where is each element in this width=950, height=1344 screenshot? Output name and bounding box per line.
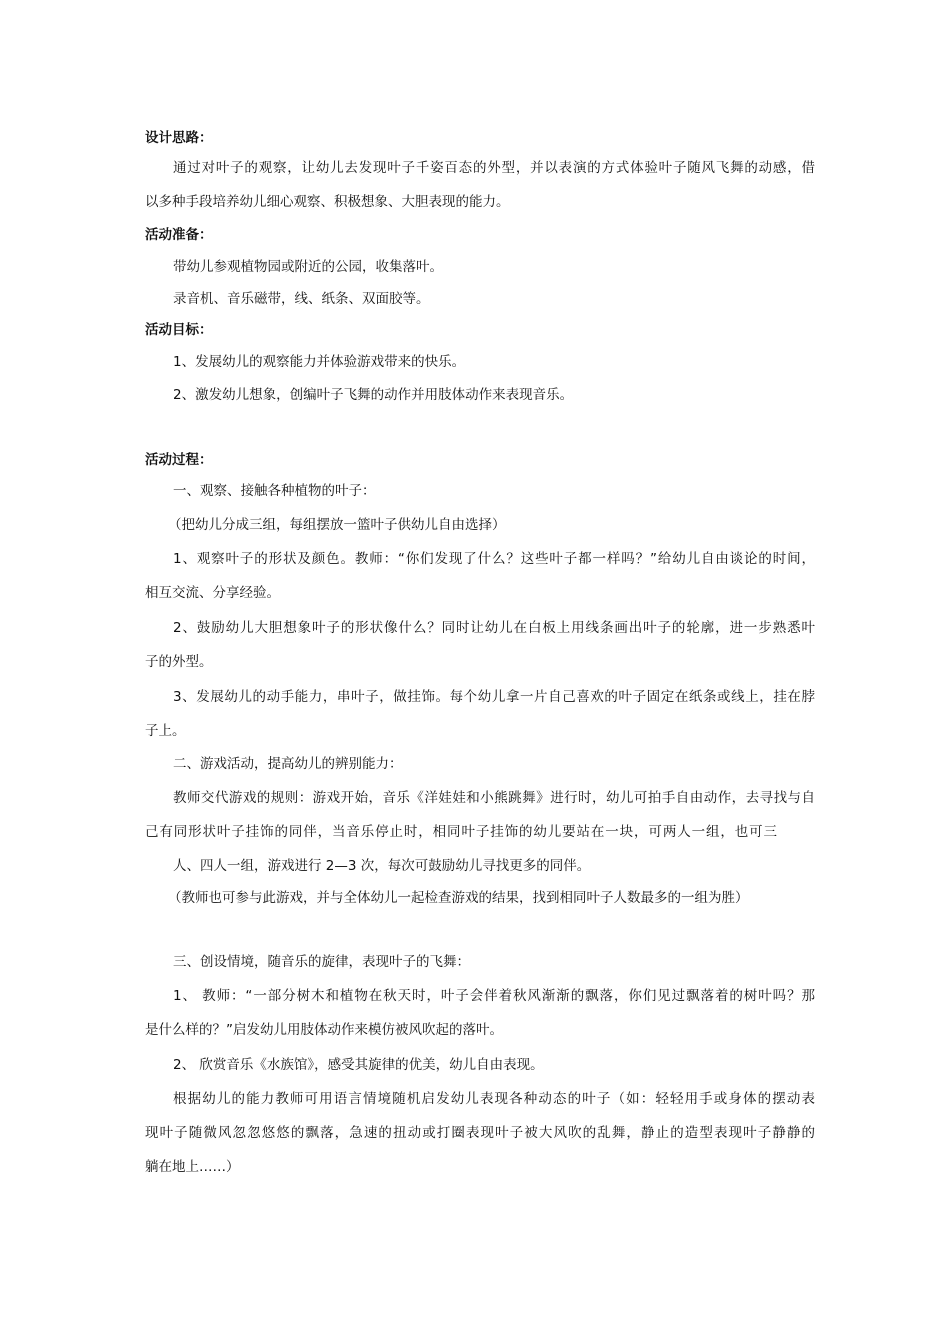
design-heading: 设计思路： xyxy=(145,130,213,146)
part3-paragraph-line-2: 现叶子随微风忽忽悠悠的飘落，急速的扭动或打圈表现叶子被大风吹的乱舞，静止的造型表现叶子静静的 xyxy=(145,1125,815,1141)
design-text-line-2: 以多种手段培养幼儿细心观察、积极想象、大胆表现的能力。 xyxy=(145,194,510,210)
part1-step2-line-2: 子的外型。 xyxy=(145,654,213,670)
part1-step1-line-2: 相互交流、分享经验。 xyxy=(145,585,280,601)
preparation-heading: 活动准备： xyxy=(145,227,213,243)
part1-title: 一、观察、接触各种植物的叶子： xyxy=(173,483,376,499)
part2-rule-line-1: 教师交代游戏的规则：游戏开始，音乐《洋娃娃和小熊跳舞》进行时，幼儿可拍手自由动作，去寻找与自 xyxy=(173,790,815,806)
part1-step2-line-1: 2、鼓励幼儿大胆想象叶子的形状像什么？同时让幼儿在白板上用线条画出叶子的轮廓，进一步熟悉叶 xyxy=(173,620,815,636)
part3-step1-line-1: 1、 教师：“一部分树木和植物在秋天时，叶子会伴着秋风渐渐的飘落，你们见过飘落着的树叶吗？那 xyxy=(173,988,815,1004)
part2-rule-line-2: 己有同形状叶子挂饰的同伴，当音乐停止时，相同叶子挂饰的幼儿要站在一块，可两人一组，也可三 xyxy=(145,824,777,840)
part3-step1-line-2: 是什么样的？”启发幼儿用肢体动作来模仿被风吹起的落叶。 xyxy=(145,1022,503,1038)
goals-heading: 活动目标： xyxy=(145,322,213,338)
part2-rule-line-3: 人、四人一组，游戏进行 2—3 次，每次可鼓励幼儿寻找更多的同伴。 xyxy=(173,858,591,874)
part3-paragraph-line-3: 躺在地上……） xyxy=(145,1159,240,1175)
part2-note: （教师也可参与此游戏，并与全体幼儿一起检查游戏的结果，找到相同叶子人数最多的一组为胜） xyxy=(168,890,749,906)
design-text-line-1: 通过对叶子的观察，让幼儿去发现叶子千姿百态的外型，并以表演的方式体验叶子随风飞舞的动感，借 xyxy=(173,160,815,176)
part3-step2: 2、 欣赏音乐《水族馆》，感受其旋律的优美，幼儿自由表现。 xyxy=(173,1057,544,1073)
process-heading: 活动过程： xyxy=(145,452,213,468)
part2-title: 二、游戏活动，提高幼儿的辨别能力： xyxy=(173,756,403,772)
part1-note: （把幼儿分成三组，每组摆放一篮叶子供幼儿自由选择） xyxy=(168,517,506,533)
goal-item-2: 2、激发幼儿想象，创编叶子飞舞的动作并用肢体动作来表现音乐。 xyxy=(173,387,574,403)
goal-item-1: 1、发展幼儿的观察能力并体验游戏带来的快乐。 xyxy=(173,354,466,370)
part3-paragraph-line-1: 根据幼儿的能力教师可用语言情境随机启发幼儿表现各种动态的叶子（如：轻轻用手或身体的摆动表 xyxy=(173,1091,815,1107)
preparation-item-1: 带幼儿参观植物园或附近的公园，收集落叶。 xyxy=(173,259,443,275)
part1-step3-line-2: 子上。 xyxy=(145,723,186,739)
part3-title: 三、创设情境，随音乐的旋律，表现叶子的飞舞： xyxy=(173,954,470,970)
part1-step3-line-1: 3、发展幼儿的动手能力，串叶子，做挂饰。每个幼儿拿一片自己喜欢的叶子固定在纸条或线上，挂在脖 xyxy=(173,689,815,705)
preparation-item-2: 录音机、音乐磁带，线、纸条、双面胶等。 xyxy=(173,291,430,307)
part1-step1-line-1: 1、观察叶子的形状及颜色。教师：“你们发现了什么？这些叶子都一样吗？”给幼儿自由谈论的时间， xyxy=(173,551,815,567)
